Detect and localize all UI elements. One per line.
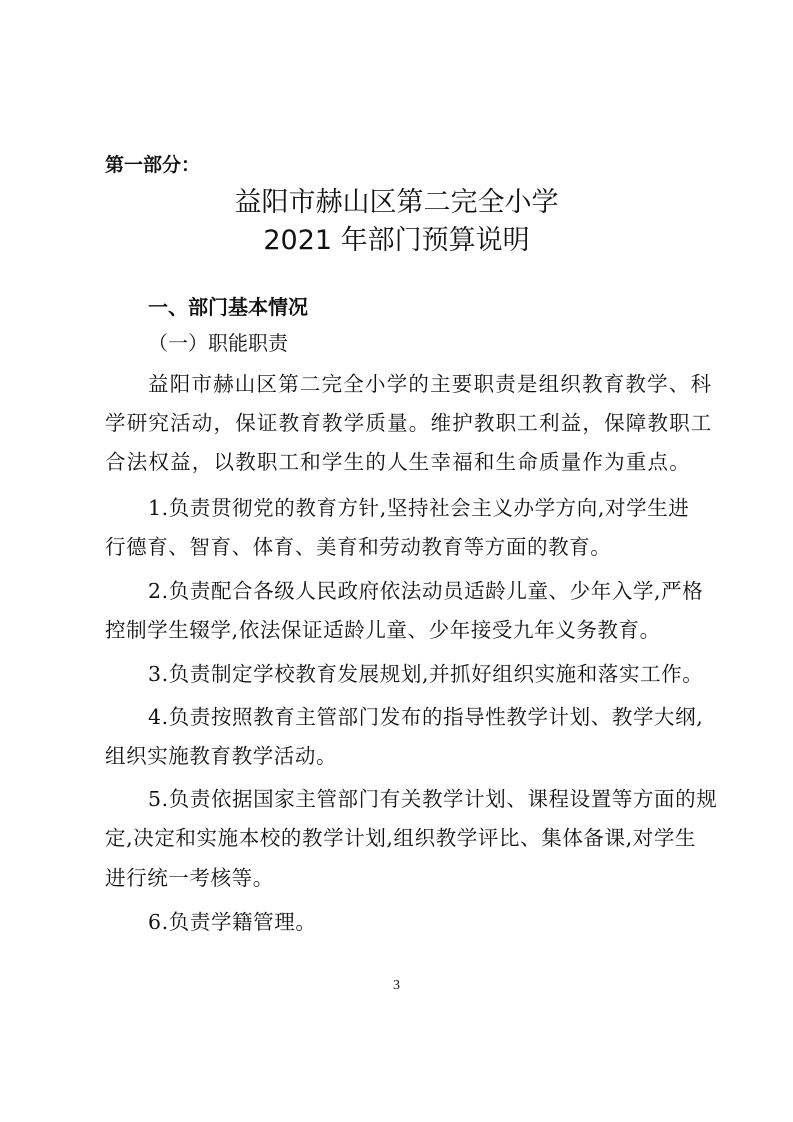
page-number: 3 [393, 978, 400, 993]
item-3-line-1: 3.负责制定学校教育发展规划,并抓好组织实施和落实工作。 [148, 662, 704, 686]
part-label: 第一部分： [105, 154, 201, 176]
item-1-line-1: 1.负责贯彻党的教育方针,坚持社会主义办学方向,对学生进 [148, 496, 690, 520]
section-heading: 一、部门基本情况 [148, 295, 308, 319]
item-2-line-2: 控制学生辍学,依法保证适龄儿童、少年接受九年义务教育。 [105, 618, 661, 642]
item-4-line-1: 4.负责按照教育主管部门发布的指导性教学计划、教学大纲, [148, 705, 704, 729]
document-title-line-1: 益阳市赫山区第二完全小学 [234, 187, 559, 218]
intro-line-1: 益阳市赫山区第二完全小学的主要职责是组织教育教学、科 [148, 372, 713, 396]
intro-line-2: 学研究活动，保证教育教学质量。维护教职工利益，保障教职工 [105, 411, 713, 435]
item-1-line-2: 行德育、智育、体育、美育和劳动教育等方面的教育。 [105, 535, 612, 559]
item-5-line-1: 5.负责依据国家主管部门有关教学计划、课程设置等方面的规 [148, 787, 718, 811]
item-5-line-2: 定,决定和实施本校的教学计划,组织教学评比、集体备课,对学生 [105, 826, 697, 850]
item-2-line-1: 2.负责配合各级人民政府依法动员适龄儿童、少年入学,严格 [148, 579, 704, 603]
item-4-line-2: 组织实施教育教学活动。 [105, 744, 338, 768]
sub-heading: （一）职能职责 [148, 331, 288, 355]
item-6-line-1: 6.负责学籍管理。 [148, 910, 317, 934]
item-5-line-3: 进行统一考核等。 [105, 866, 274, 890]
document-title-line-2: 2021 年部门预算说明 [263, 225, 530, 256]
intro-line-3: 合法权益，以教职工和学生的人生幸福和生命质量作为重点。 [105, 450, 691, 474]
